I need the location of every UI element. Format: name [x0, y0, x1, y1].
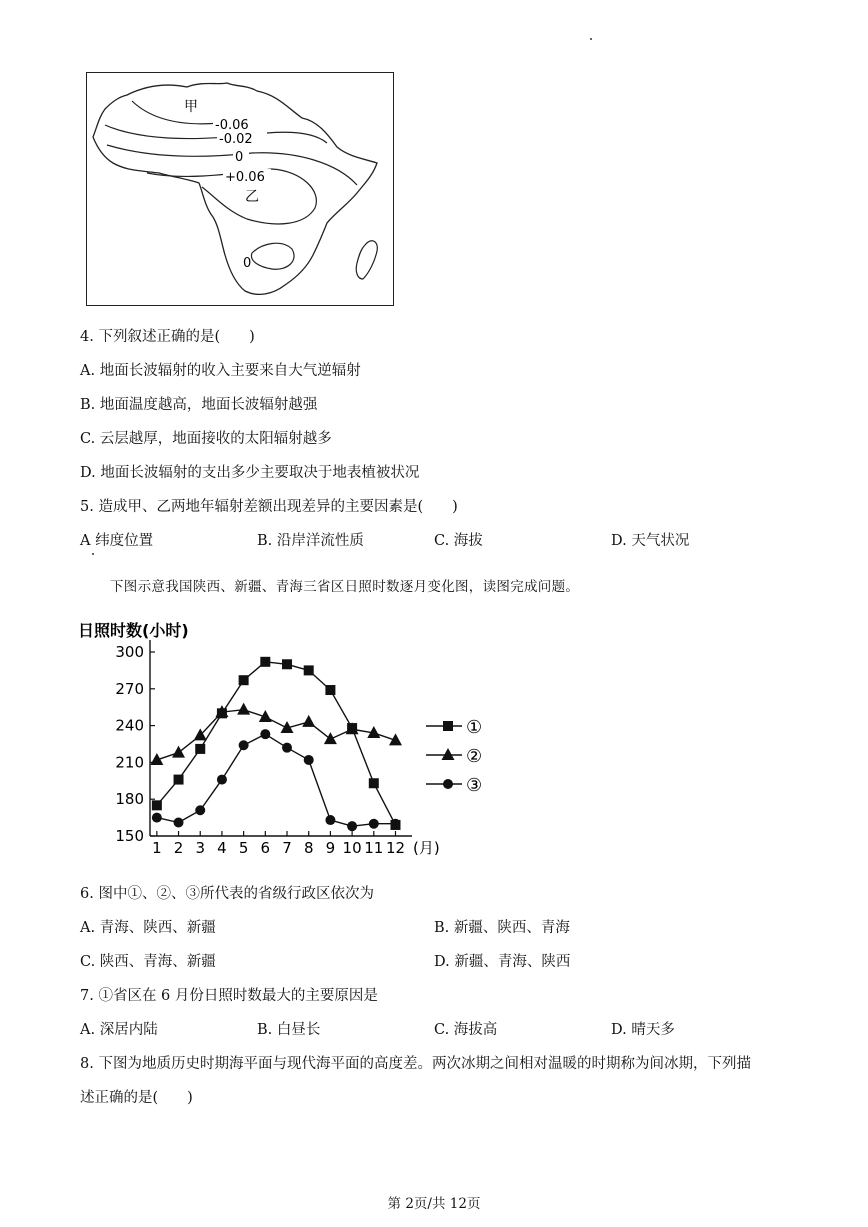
legend-marker-2 [442, 748, 455, 760]
question-4-option-a: A. 地面长波辐射的收入主要来自大气逆辐射 [80, 363, 361, 379]
scan-dot-2 [92, 553, 94, 555]
series-3-point [369, 819, 379, 829]
sunshine-hours-chart [70, 612, 510, 874]
x-tick-label: 5 [238, 839, 249, 857]
y-tick-label: 270 [115, 679, 144, 698]
y-tick-label: 150 [115, 827, 144, 845]
question-5-option-d: D. 天气状况 [611, 533, 690, 549]
question-5-option-b: B. 沿岸洋流性质 [257, 533, 364, 549]
africa-map-svg [87, 73, 392, 304]
series-3-point [390, 819, 400, 829]
series-1-point [174, 775, 184, 785]
legend-marker-1 [443, 721, 453, 731]
series-1-point [152, 800, 162, 810]
series-3-point [239, 740, 249, 750]
question-7-option-d: D. 晴天多 [611, 1022, 675, 1038]
question-8-stem-line2: 述正确的是( ) [80, 1090, 193, 1106]
series-3-point [304, 755, 314, 765]
series-3-point [347, 821, 357, 831]
question-7-option-b: B. 白昼长 [257, 1022, 321, 1038]
chart-title: 日照时数(小时) [78, 621, 189, 640]
madagascar-outline [356, 241, 377, 279]
series-line-2 [157, 710, 396, 760]
contour-label-neg002: -0.02 [219, 132, 253, 147]
question-6-option-d: D. 新疆、青海、陕西 [434, 954, 571, 970]
series-1-point [239, 675, 249, 685]
question-7-stem: 7. ①省区在 6 月份日照时数最大的主要原因是 [80, 988, 378, 1004]
legend-label-2: ② [466, 746, 483, 767]
series-3-point [282, 743, 292, 753]
x-tick-label: 4 [217, 839, 227, 857]
series-1-point [325, 685, 335, 695]
series-3-point [217, 775, 227, 785]
legend-label-1: ① [466, 717, 483, 738]
contour-label-zero: 0 [235, 150, 244, 165]
x-tick-label: 8 [303, 839, 314, 857]
series-2-point [237, 703, 250, 715]
question-5-stem: 5. 造成甲、乙两地年辐射差额出现差异的主要因素是( ) [80, 499, 458, 515]
page-footer: 第 2页/共 12页 [387, 1196, 481, 1212]
isoline-zero-south [251, 243, 294, 269]
x-tick-label: 9 [325, 839, 336, 857]
series-1-point [260, 657, 270, 667]
label-jia: 甲 [184, 99, 198, 115]
scan-dot [590, 38, 592, 40]
x-tick-label: 11 [364, 839, 384, 857]
series-2-point [302, 715, 315, 727]
series-2-point [324, 732, 337, 744]
series-line-1 [157, 662, 396, 825]
x-tick-label: 3 [195, 839, 206, 857]
question-4-option-b: B. 地面温度越高，地面长波辐射越强 [80, 397, 318, 413]
chart-intro-text: 下图示意我国陕西、新疆、青海三省区日照时数逐月变化图，读图完成问题。 [110, 579, 580, 595]
x-tick-label: 1 [152, 839, 162, 857]
africa-coastline [93, 83, 377, 294]
contour-label-neg006: -0.06 [215, 118, 249, 133]
question-5-option-c: C. 海拔 [434, 533, 483, 549]
x-tick-label: 2 [173, 839, 184, 857]
chart-x-axis-label: (月) [413, 839, 440, 857]
y-tick-label: 300 [115, 643, 144, 661]
question-8-stem-line1: 8. 下图为地质历史时期海平面与现代海平面的高度差。两次冰期之间相对温暖的时期称为间冰期，下列描 [80, 1056, 751, 1072]
y-tick-label: 210 [115, 753, 144, 772]
contour-label-pos006: +0.06 [225, 170, 265, 185]
series-1-point [282, 659, 292, 669]
question-6-option-c: C. 陕西、青海、新疆 [80, 954, 216, 970]
series-3-point [174, 818, 184, 828]
series-2-point [172, 746, 185, 758]
question-6-stem: 6. 图中①、②、③所代表的省级行政区依次为 [80, 886, 374, 902]
legend-label-3: ③ [466, 775, 483, 796]
x-tick-label: 12 [385, 839, 406, 857]
question-4-option-d: D. 地面长波辐射的支出多少主要取决于地表植被状况 [80, 465, 420, 481]
question-4-option-c: C. 云层越厚，地面接收的太阳辐射越多 [80, 431, 332, 447]
question-5-option-a: A 纬度位置 [80, 533, 154, 549]
series-3-point [260, 729, 270, 739]
y-tick-label: 240 [115, 716, 144, 735]
series-1-point [304, 665, 314, 675]
series-1-point [369, 778, 379, 788]
question-4-stem: 4. 下列叙述正确的是( ) [80, 329, 255, 345]
series-3-point [152, 813, 162, 823]
question-6-option-b: B. 新疆、陕西、青海 [434, 920, 570, 936]
x-tick-label: 7 [282, 839, 292, 857]
y-tick-label: 180 [115, 790, 144, 809]
series-1-point [195, 744, 205, 754]
series-3-point [325, 815, 335, 825]
chart-svg [70, 612, 510, 874]
label-yi: 乙 [245, 189, 259, 205]
legend-marker-3 [443, 779, 453, 789]
contour-label-zero-south: 0 [243, 256, 252, 271]
x-tick-label: 6 [260, 839, 271, 857]
question-7-option-c: C. 海拔高 [434, 1022, 498, 1038]
question-6-option-a: A. 青海、陕西、新疆 [80, 920, 216, 936]
question-7-option-a: A. 深居内陆 [80, 1022, 158, 1038]
africa-radiation-map [86, 72, 394, 306]
x-tick-label: 10 [342, 839, 362, 857]
series-3-point [195, 805, 205, 815]
